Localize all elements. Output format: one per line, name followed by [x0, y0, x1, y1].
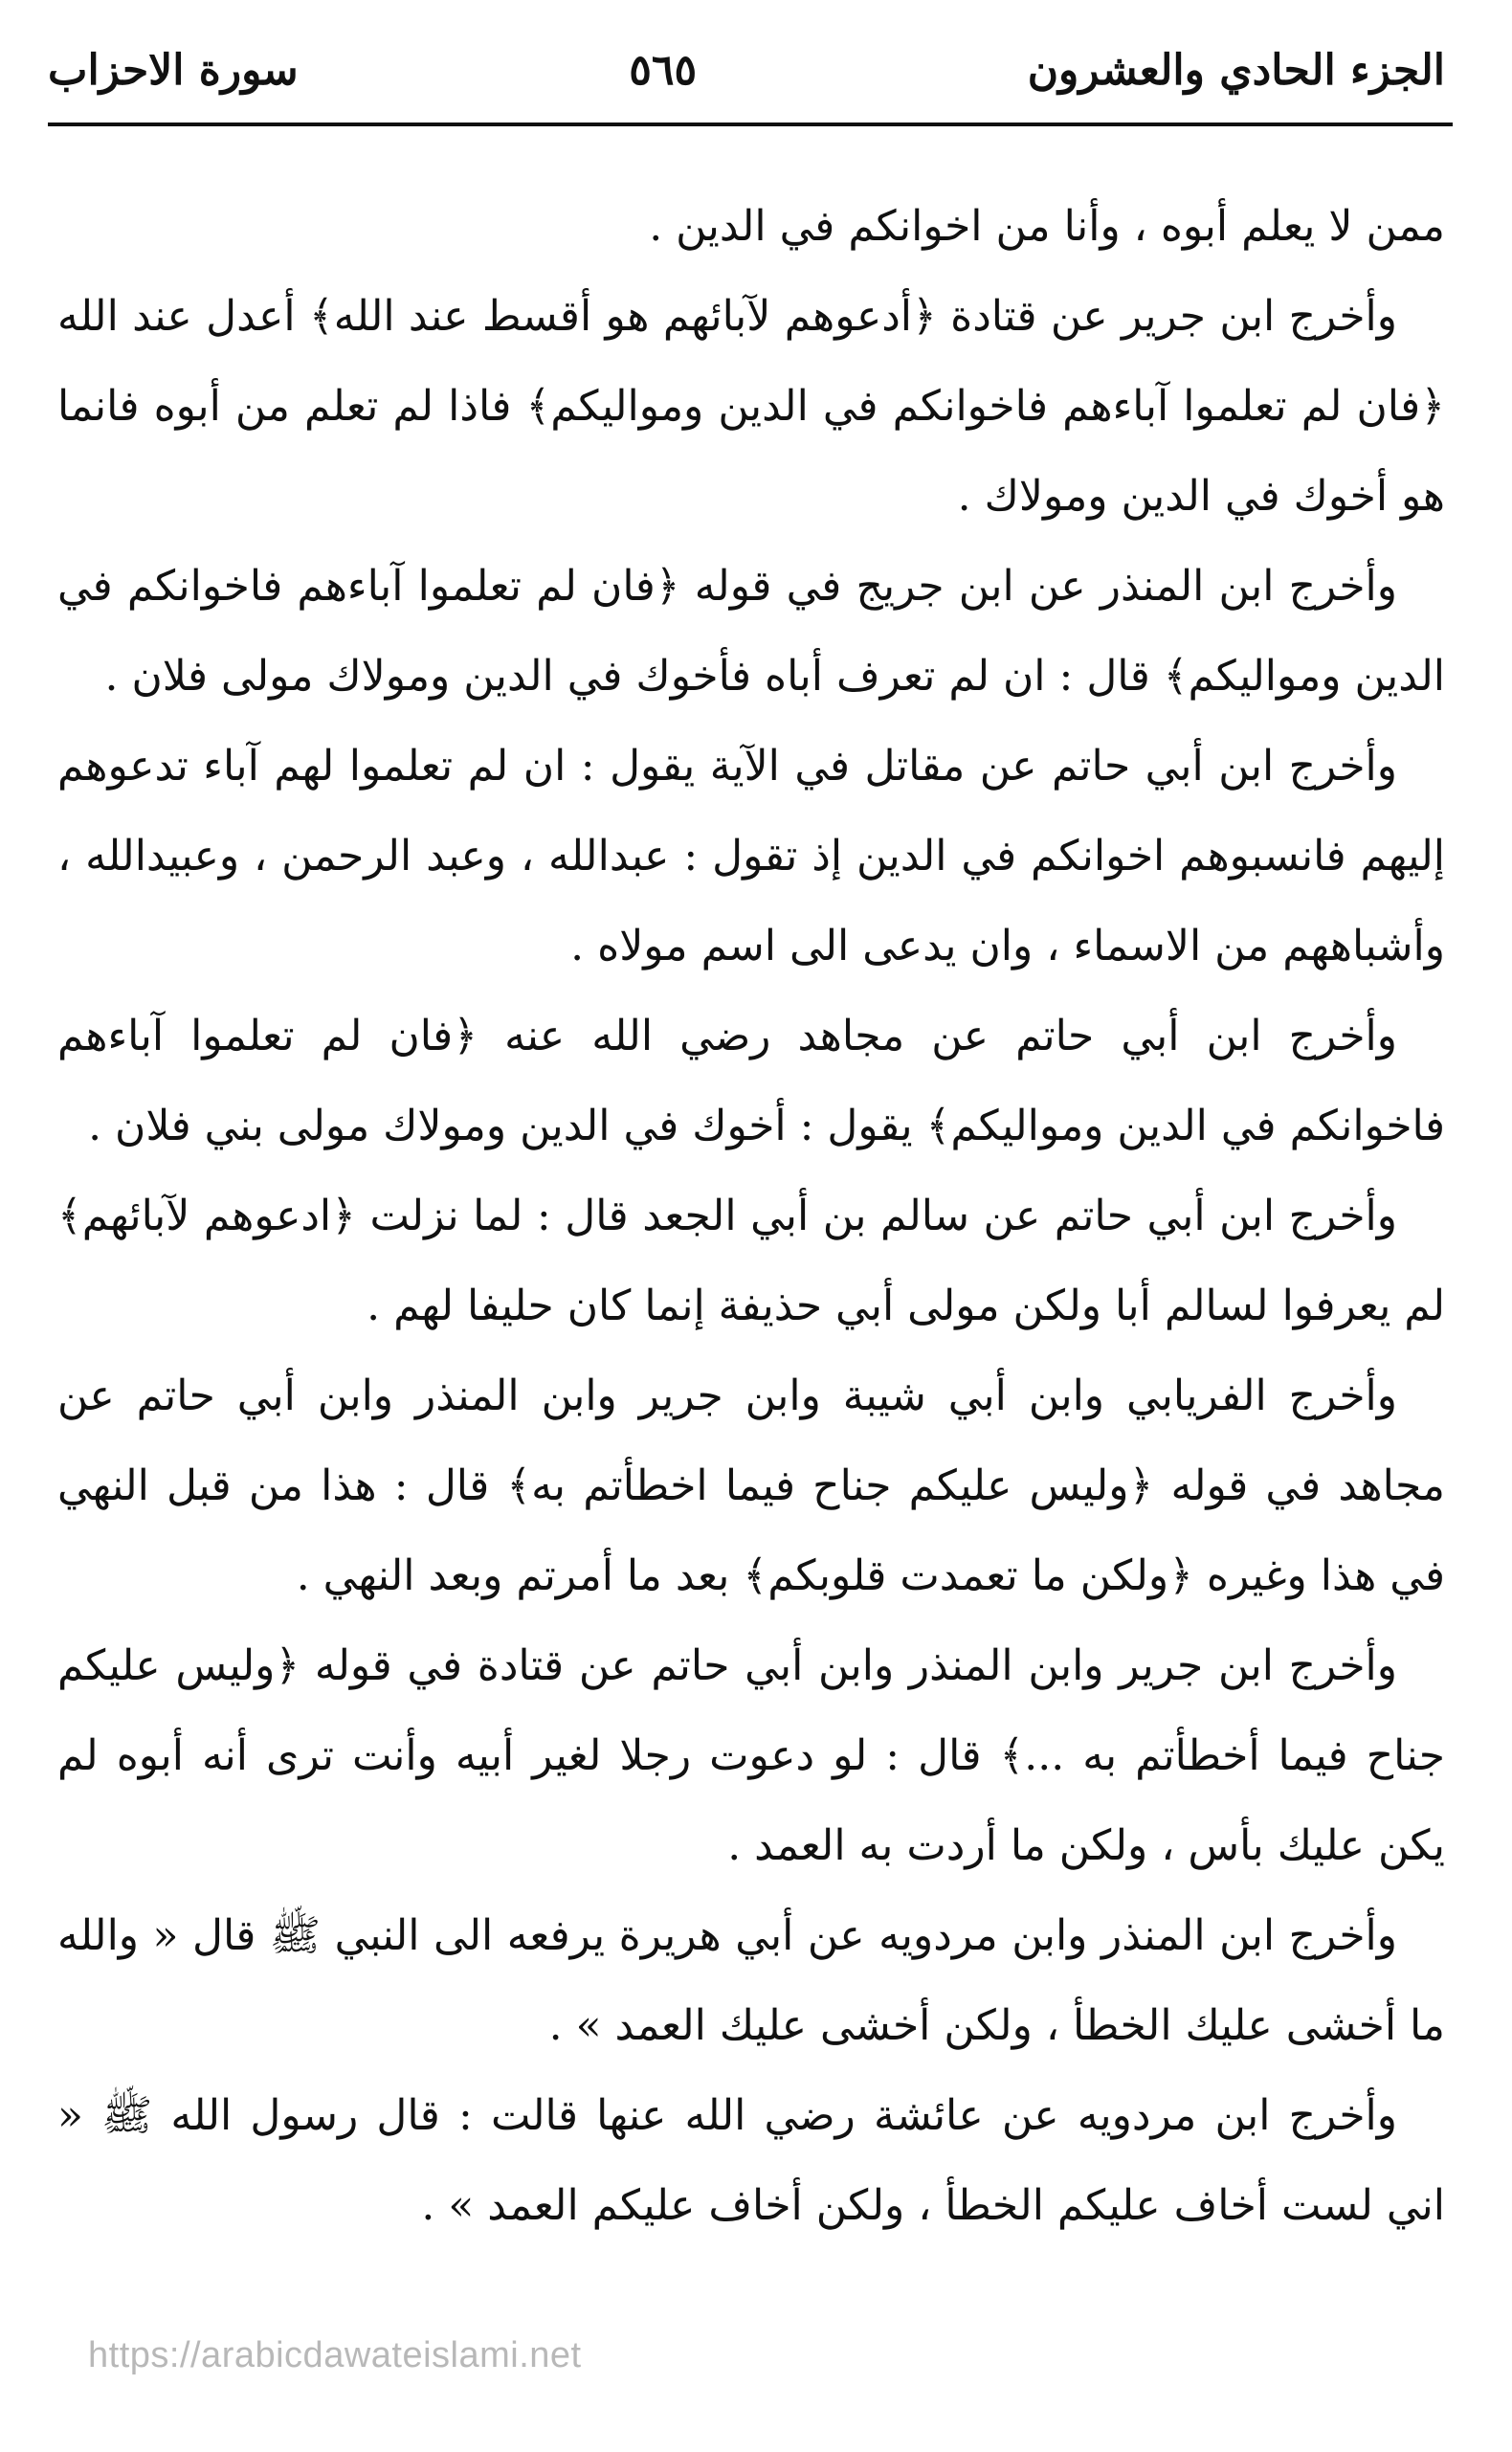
paragraph: وأخرج ابن أبي حاتم عن مقاتل في الآية يقول : ان لم تعلموا لهم آباء تدعوهم إليهم فانسبوهم اخوانكم في الدين إذ تقول : عبدالله ، وعبد الرحمن ، وعبيدالله ، وأشباههم من الاسماء ، وان يدعى الى اسم مولاه . — [57, 742, 1445, 970]
surah-title: سورة الاحزاب — [48, 45, 299, 95]
header-rule — [48, 123, 1453, 126]
paragraph: وأخرج ابن المنذر وابن مردويه عن أبي هريرة يرفعه الى النبي ﷺ قال « والله ما أخشى عليك الخطأ ، ولكن أخشى عليك العمد » . — [57, 1911, 1445, 2050]
paragraph: وأخرج ابن أبي حاتم عن سالم بن أبي الجعد قال : لما نزلت ﴿ادعوهم لآبائهم﴾ لم يعرفوا لسالم أبا ولكن مولى أبي حذيفة إنما كان حليفا لهم . — [57, 1192, 1445, 1330]
part-title: الجزء الحادي والعشرون — [1027, 45, 1445, 95]
paragraph: وأخرج ابن جرير وابن المنذر وابن أبي حاتم عن قتادة في قوله ﴿وليس عليكم جناح فيما أخطأتم به ...﴾ قال : لو دعوت رجلا لغير أبيه وأنت ترى أنه أبوه لم يكن عليك بأس ، ولكن ما أردت به العمد . — [57, 1641, 1445, 1870]
watermark-url: https://arabicdawateislami.net — [88, 2335, 582, 2375]
running-header — [48, 27, 1445, 113]
paragraph: وأخرج ابن أبي حاتم عن مجاهد رضي الله عنه ﴿فان لم تعلموا آباءهم فاخوانكم في الدين ومواليكم﴾ يقول : أخوك في الدين ومولاك مولى بني فلان . — [57, 1012, 1445, 1150]
paragraph: وأخرج الفريابي وابن أبي شيبة وابن جرير وابن المنذر وابن أبي حاتم عن مجاهد في قوله ﴿وليس عليكم جناح فيما اخطأتم به﴾ قال : هذا من قبل النهي في هذا وغيره ﴿ولكن ما تعمدت قلوبكم﴾ بعد ما أمرتم وبعد النهي . — [57, 1371, 1445, 1600]
page-body — [57, 182, 1445, 2251]
paragraph-continued: ممن لا يعلم أبوه ، وأنا من اخوانكم في الدين . — [649, 202, 1445, 251]
paragraph: وأخرج ابن جرير عن قتادة ﴿أدعوهم لآبائهم هو أقسط عند الله﴾ أعدل عند الله ﴿فان لم تعلموا آباءهم فاخوانكم في الدين ومواليكم﴾ فاذا لم تعلم من أبوه فانما هو أخوك في الدين ومولاك . — [57, 292, 1445, 521]
page-number: ٥٦٥ — [629, 45, 698, 95]
paragraph: وأخرج ابن مردويه عن عائشة رضي الله عنها قالت : قال رسول الله ﷺ « اني لست أخاف عليكم الخطأ ، ولكن أخاف عليكم العمد » . — [57, 2091, 1445, 2230]
paragraph: وأخرج ابن المنذر عن ابن جريج في قوله ﴿فان لم تعلموا آباءهم فاخوانكم في الدين ومواليكم﴾ قال : ان لم تعرف أباه فأخوك في الدين ومولاك مولى فلان . — [57, 562, 1445, 701]
